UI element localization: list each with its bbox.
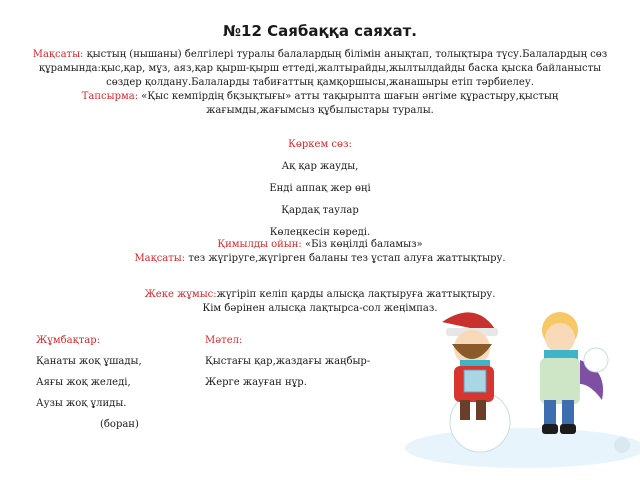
snow-kids-image bbox=[380, 300, 640, 470]
poem-block bbox=[0, 134, 640, 244]
goal-label: Мақсаты: bbox=[32, 49, 87, 60]
goal-text: қыстың (нышаны) белгілері туралы балалардың білімін анықтап, толықтыра түсу.Балалардың сөз құрамында:қыс,қар, мұз, аяз,қар қырш-қырш еттеді,жалтырайды,жылтылдайды баска қыска байланысты сөздер қолдану.Балаларды табиғаттың қамқоршысы,жанашыры етіп тәрбиелеу. bbox=[38, 49, 608, 88]
game-label: Қимылды ойын: bbox=[217, 239, 305, 250]
riddles-block bbox=[36, 330, 142, 435]
riddles-label: Жұмбақтар: bbox=[36, 335, 100, 346]
proverb-line: Қыстағы қар,жаздағы жаңбыр- bbox=[205, 356, 371, 367]
riddle-line: Аузы жоқ ұлиды. bbox=[36, 398, 127, 409]
winter-children-illustration bbox=[380, 300, 640, 474]
game-goal-label: Мақсаты: bbox=[134, 253, 189, 264]
game-heading bbox=[30, 238, 610, 252]
poem-line: Енді аппақ жер өңі bbox=[269, 183, 371, 194]
game-goal bbox=[30, 252, 610, 266]
task-text: «Қыс кемпірдің бқзықтығы» атты тақырыпта шағын әнгіме құрастыру,қыстың жағымды,жағымсыз құбылыстары туралы. bbox=[141, 91, 559, 116]
task-label: Тапсырма: bbox=[81, 91, 142, 102]
proverbs-block bbox=[205, 330, 370, 393]
game-name: «Біз көңілді баламыз» bbox=[304, 239, 423, 250]
game-goal-text: тез жүгіруге,жүгірген баланы тез ұстап алуға жаттықтыру. bbox=[188, 253, 506, 264]
goal-paragraph bbox=[30, 48, 610, 90]
task-paragraph bbox=[30, 90, 610, 118]
proverbs-label: Мәтел: bbox=[205, 335, 243, 346]
riddle-line: Аяғы жоқ желеді, bbox=[36, 377, 131, 388]
poem-line: Көлеңкесін көреді. bbox=[269, 227, 371, 238]
individual-label: Жеке жұмыс: bbox=[144, 289, 217, 300]
poem-label: Көркем сөз: bbox=[288, 139, 352, 150]
riddle-answer: (боран) bbox=[100, 419, 139, 430]
poem-line: Қардақ таулар bbox=[281, 205, 359, 216]
proverb-line: Жерге жауған нұр. bbox=[205, 377, 307, 388]
page-title: №12 Саябаққа саяхат. bbox=[222, 22, 418, 40]
poem-line: Ақ қар жауды, bbox=[281, 161, 359, 172]
individual-text: жүгіріп келіп қарды алысқа лақтыруға жаттықтыру. bbox=[216, 289, 496, 300]
riddle-line: Қанаты жоқ ұшады, bbox=[36, 356, 142, 367]
individual-line2: Кім бәрінен алысқа лақтырса-сол жеңімпаз. bbox=[202, 303, 438, 314]
